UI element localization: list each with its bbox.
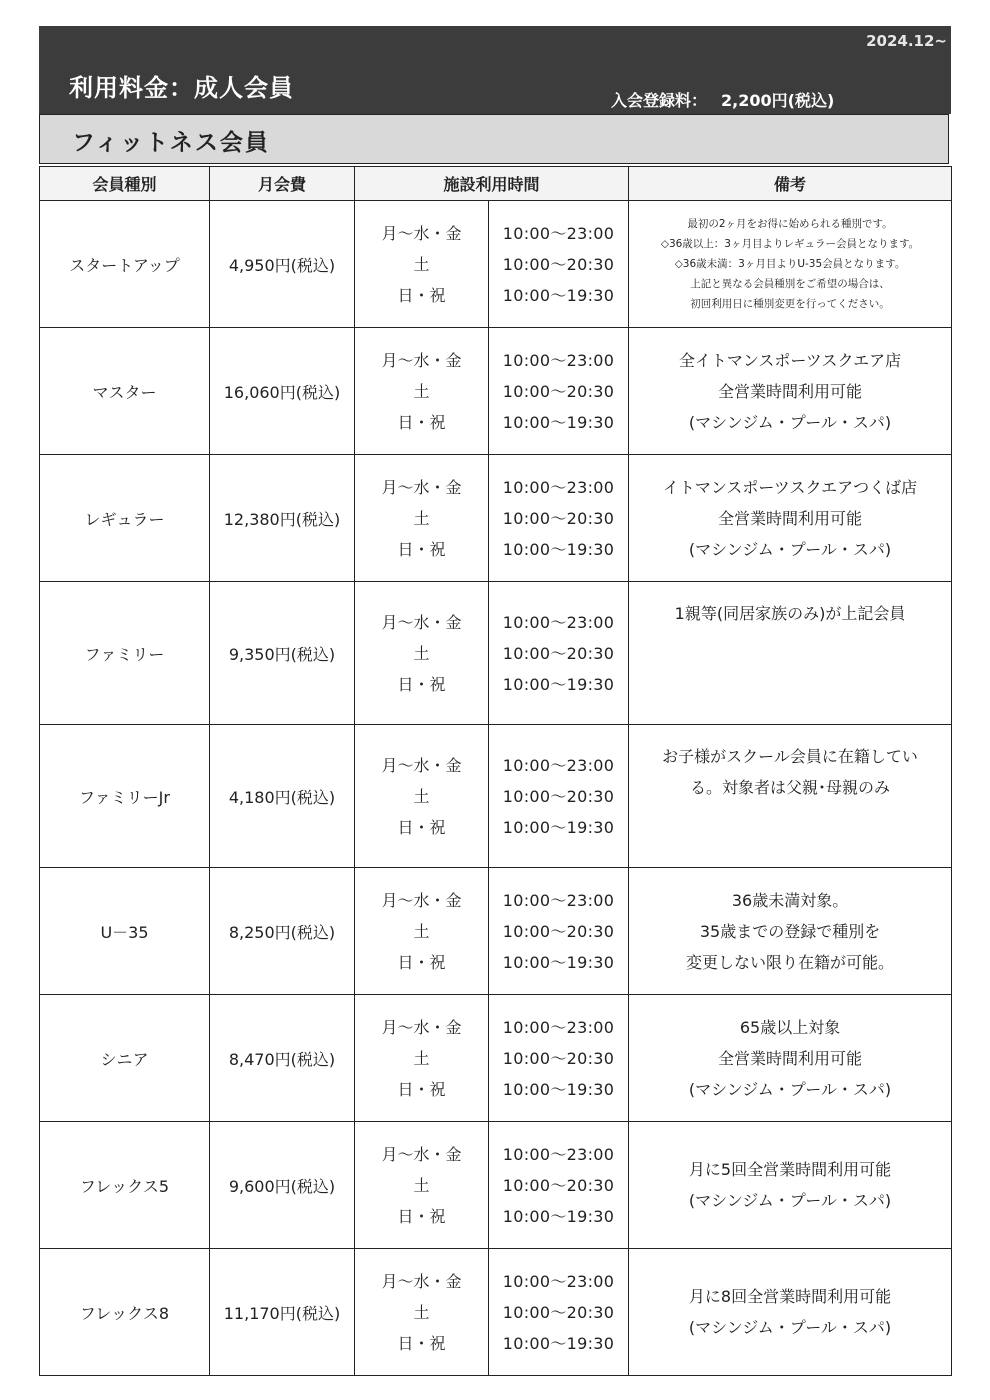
monthly-fee: 11,170円(税込) [210,1249,355,1376]
day-label: 土 [413,381,430,401]
hours-cell [489,582,629,725]
day-label: 月～水・金 [381,477,462,497]
days-cell [355,201,489,328]
day-label: 日・祝 [397,952,446,972]
hours-cell [489,1249,629,1376]
note-cell [629,328,952,455]
hours-label: 10:00～23:00 [502,350,615,370]
hours-label: 10:00～23:00 [502,1271,615,1291]
page-title: 利用料金：成人会員 [69,74,294,102]
day-label: 土 [413,643,430,663]
note-cell [629,455,952,582]
note-cell [629,868,952,995]
hours-cell [489,868,629,995]
note-line: 最初の2ヶ月をお得に始められる種別です。 [687,218,893,230]
hours-cell [489,1122,629,1249]
monthly-fee: 4,180円(税込) [210,725,355,868]
day-label: 月～水・金 [381,223,462,243]
registration-fee-label: 入会登録料： [611,91,708,110]
hours-cell [489,995,629,1122]
day-label: 日・祝 [397,1079,446,1099]
hours-label: 10:00～23:00 [502,890,615,910]
day-label: 土 [413,1175,430,1195]
note-line: 月に5回全営業時間利用可能 [688,1160,892,1179]
day-label: 月～水・金 [381,1017,462,1037]
day-label: 日・祝 [397,1206,446,1226]
member-type: マスター [40,328,210,455]
table-row [40,201,952,328]
hours-label: 10:00～19:30 [502,412,615,432]
hours-label: 10:00～20:30 [502,381,615,401]
hours-label: 10:00～20:30 [502,643,615,663]
hours-label: 10:00～19:30 [502,1333,615,1353]
hours-label: 10:00～19:30 [502,952,615,972]
table-row [40,868,952,995]
note-cell [629,201,952,328]
note-line: 1親等(同居家族のみ)が上記会員 [674,604,906,623]
member-type: U－35 [40,868,210,995]
day-label: 土 [413,508,430,528]
hours-label: 10:00～19:30 [502,1079,615,1099]
hours-label: 10:00～23:00 [502,1017,615,1037]
day-label: 月～水・金 [381,612,462,632]
hours-label: 10:00～19:30 [502,674,615,694]
note-line: イトマンスポーツスクエアつくば店 [662,477,918,497]
registration-fee [611,88,834,111]
fee-table [39,166,952,1376]
day-label: 月～水・金 [381,350,462,370]
monthly-fee: 9,600円(税込) [210,1122,355,1249]
effective-date: 2024.12~ [866,32,947,50]
hours-cell [489,328,629,455]
day-label: 月～水・金 [381,1144,462,1164]
note-line: 全営業時間利用可能 [718,508,863,528]
note-cell [629,582,952,725]
member-type: スタートアップ [40,201,210,328]
table-row [40,328,952,455]
note-line: 変更しない限り在籍が可能。 [686,952,895,972]
member-type: シニア [40,995,210,1122]
day-label: 土 [413,254,430,274]
note-line: (マシンジム・プール・スパ) [688,1191,892,1210]
member-type: ファミリーJr [40,725,210,868]
note-line: 上記と異なる会員種別をご希望の場合は、 [690,278,890,290]
section-header [39,114,949,164]
page-header [39,26,951,114]
hours-label: 10:00～19:30 [502,539,615,559]
days-cell [355,1249,489,1376]
table-row [40,1122,952,1249]
note-line: (マシンジム・プール・スパ) [688,539,892,559]
day-label: 月～水・金 [381,755,462,775]
hours-label: 10:00～20:30 [502,254,615,274]
day-label: 日・祝 [397,674,446,694]
day-label: 日・祝 [397,539,446,559]
days-cell [355,1122,489,1249]
hours-label: 10:00～23:00 [502,612,615,632]
section-title: フィットネス会員 [72,130,270,156]
note-line: (マシンジム・プール・スパ) [688,1318,892,1337]
note-line: る。対象者は父親･母親のみ [690,778,891,797]
note-line: (マシンジム・プール・スパ) [688,1079,892,1099]
hours-cell [489,455,629,582]
column-header-fee: 月会費 [210,167,355,201]
note-line: 全イトマンスポーツスクエア店 [678,350,902,370]
table-row [40,995,952,1122]
monthly-fee: 4,950円(税込) [210,201,355,328]
hours-label: 10:00～20:30 [502,786,615,806]
hours-label: 10:00～19:30 [502,817,615,837]
note-line: 月に8回全営業時間利用可能 [688,1287,892,1306]
days-cell [355,328,489,455]
column-header-type: 会員種別 [40,167,210,201]
fee-table-body [40,201,952,1376]
note-line: (マシンジム・プール・スパ) [688,412,892,432]
note-cell [629,1122,952,1249]
days-cell [355,725,489,868]
hours-cell [489,201,629,328]
table-row [40,455,952,582]
days-cell [355,995,489,1122]
registration-fee-amount: 2,200円(税込) [721,91,835,110]
table-header-row [40,167,952,201]
monthly-fee: 16,060円(税込) [210,328,355,455]
day-label: 土 [413,921,430,941]
note-cell [629,725,952,868]
column-header-hours: 施設利用時間 [355,167,629,201]
note-line: 全営業時間利用可能 [718,1048,863,1068]
member-type: フレックス8 [40,1249,210,1376]
day-label: 土 [413,786,430,806]
hours-label: 10:00～23:00 [502,755,615,775]
table-row [40,725,952,868]
hours-label: 10:00～23:00 [502,223,615,243]
note-line: 65歳以上対象 [739,1017,841,1037]
day-label: 日・祝 [397,412,446,432]
note-line: ◇36歳未満：3ヶ月目よりU-35会員となります。 [674,258,906,270]
table-row [40,1249,952,1376]
monthly-fee: 8,470円(税込) [210,995,355,1122]
column-header-note: 備考 [629,167,952,201]
note-cell [629,995,952,1122]
member-type: フレックス5 [40,1122,210,1249]
days-cell [355,582,489,725]
note-line: お子様がスクール会員に在籍してい [662,747,918,766]
day-label: 日・祝 [397,285,446,305]
hours-label: 10:00～20:30 [502,1175,615,1195]
hours-label: 10:00～23:00 [502,1144,615,1164]
hours-cell [489,725,629,868]
day-label: 土 [413,1048,430,1068]
day-label: 土 [413,1302,430,1322]
hours-label: 10:00～23:00 [502,477,615,497]
monthly-fee: 8,250円(税込) [210,868,355,995]
hours-label: 10:00～20:30 [502,1302,615,1322]
hours-label: 10:00～20:30 [502,508,615,528]
hours-label: 10:00～20:30 [502,1048,615,1068]
days-cell [355,455,489,582]
note-line: 36歳未満対象。 [731,890,849,910]
hours-label: 10:00～19:30 [502,285,615,305]
note-cell [629,1249,952,1376]
days-cell [355,868,489,995]
monthly-fee: 9,350円(税込) [210,582,355,725]
note-line: ◇36歳以上：3ヶ月目よりレギュラー会員となります。 [660,238,920,250]
hours-label: 10:00～19:30 [502,1206,615,1226]
hours-label: 10:00～20:30 [502,921,615,941]
note-line: 初回利用日に種別変更を行ってください。 [690,298,890,310]
day-label: 日・祝 [397,1333,446,1353]
day-label: 月～水・金 [381,890,462,910]
note-line: 35歳までの登録で種別を [699,921,881,941]
day-label: 月～水・金 [381,1271,462,1291]
note-line: 全営業時間利用可能 [718,381,863,401]
day-label: 日・祝 [397,817,446,837]
member-type: レギュラー [40,455,210,582]
member-type: ファミリー [40,582,210,725]
table-row [40,582,952,725]
monthly-fee: 12,380円(税込) [210,455,355,582]
